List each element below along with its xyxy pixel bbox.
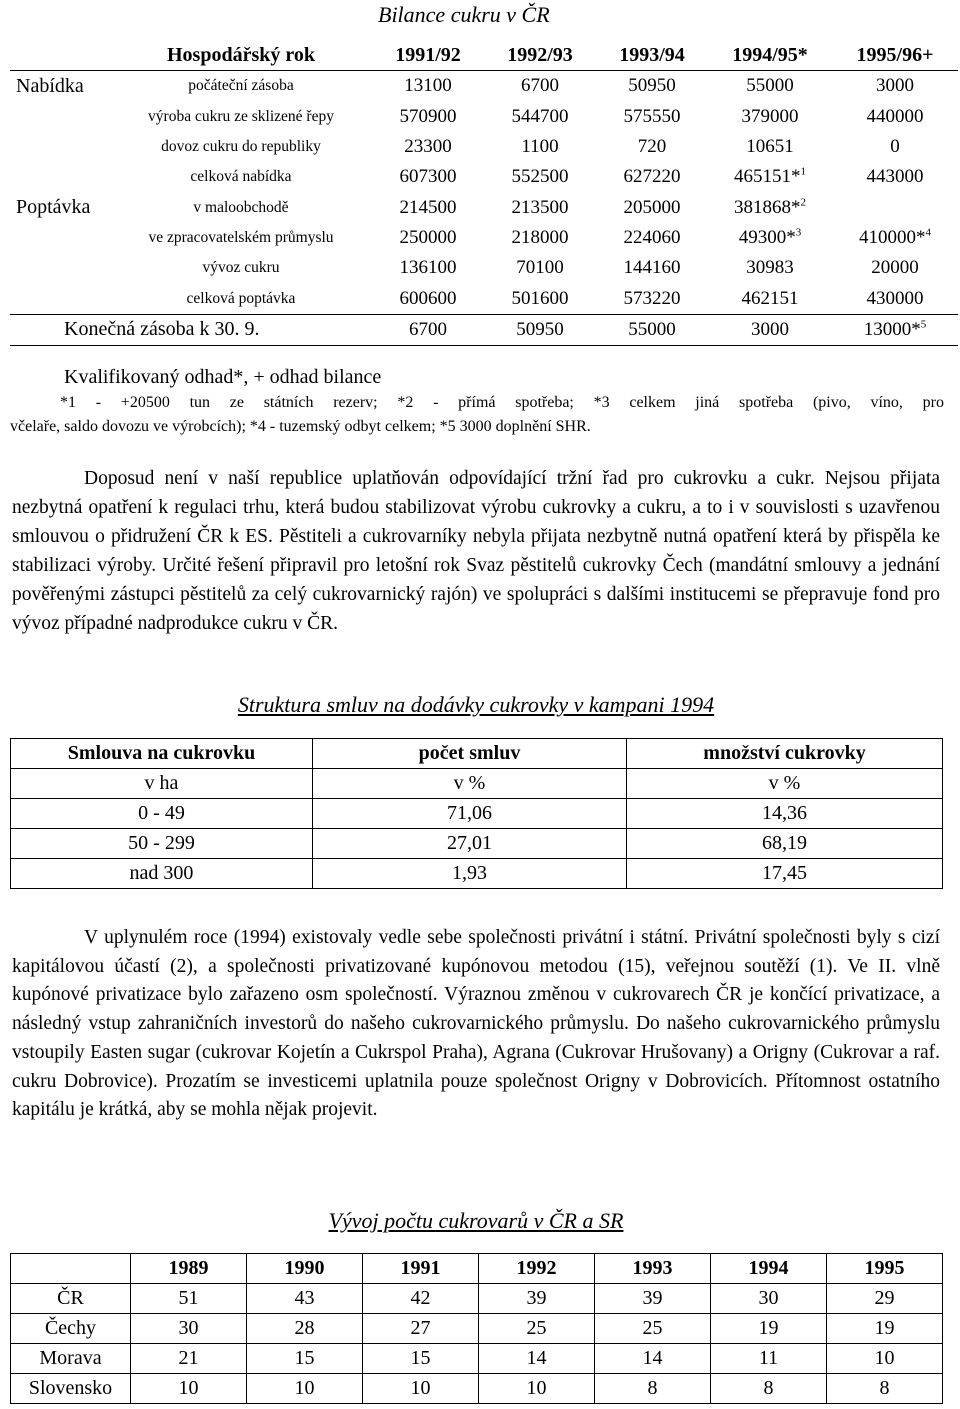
row-label: počáteční zásoba xyxy=(188,77,294,95)
cell-value: 49300* xyxy=(738,226,796,248)
table-row xyxy=(11,799,943,829)
row-label: výroba cukru ze sklizené řepy xyxy=(148,107,334,125)
table-cell: 28 xyxy=(247,1314,363,1344)
table-cell: 27,01 xyxy=(313,829,627,859)
column-header: množství cukrovky xyxy=(627,739,943,769)
table-cell xyxy=(832,192,958,222)
row-label: dovoz cukru do republiky xyxy=(161,138,321,156)
table-row xyxy=(11,829,943,859)
table-cell: 627220 xyxy=(623,166,681,188)
table-cell: 25 xyxy=(479,1314,595,1344)
row-label: Slovensko xyxy=(11,1374,131,1404)
row-label: vývoz cukru xyxy=(202,259,280,277)
table-cell: 214500 xyxy=(399,196,457,218)
table-cell: 10651 xyxy=(746,136,794,158)
paragraph-1: Doposud není v naší republice uplatňován odpovídající tržní řad pro cukrovku a cukr. Nejsou přijata nezbytná opatření k regulaci trhu, která budou stabilizovat výrobu cukrovky a cukru, a to i v souvislosti s uzavřenou smlouvou o přidružení ČR k ES. Pěstiteli a cukrovarníky nebyla přijata nezbytně nutná opatření která by přispěla ke stabilizaci výroby. Určité řešení připravil pro letošní rok Svaz pěstitelů cukrovky Čech (mandátní smlouvy a jednání pověřenými zástupci pěstitelů za celý cukrovarnický rajón) ve spolupráci s dalšími institucemi se přepravuje fond pro vývoz případné nadprodukce cukru v ČR. xyxy=(12,468,940,634)
contracts-table xyxy=(10,738,943,889)
table-cell: 15 xyxy=(363,1344,479,1374)
footnote-mark: 4 xyxy=(925,226,931,239)
table-cell: 607300 xyxy=(399,166,457,188)
table-row xyxy=(11,1314,943,1344)
sugar-balance-table xyxy=(10,40,958,346)
row-label: Čechy xyxy=(11,1314,131,1344)
table-cell: 23300 xyxy=(404,136,452,158)
table-row xyxy=(10,223,958,253)
table-cell: 10 xyxy=(247,1374,363,1404)
table-cell: 10 xyxy=(131,1374,247,1404)
table-cell: 39 xyxy=(595,1284,711,1314)
column-header: počet smluv xyxy=(313,739,627,769)
table-cell: 27 xyxy=(363,1314,479,1344)
table-cell: 30 xyxy=(131,1314,247,1344)
table-row xyxy=(11,859,943,889)
sugar-factories-table xyxy=(10,1253,943,1404)
table-cell: 55000 xyxy=(746,75,794,97)
table-cell: 15 xyxy=(247,1344,363,1374)
table-row xyxy=(10,253,958,283)
year-header: 1995 xyxy=(827,1254,943,1284)
table-cell: 8 xyxy=(827,1374,943,1404)
section-label: Poptávka xyxy=(16,196,91,219)
row-label: Morava xyxy=(11,1344,131,1374)
cell-value: 465151* xyxy=(734,166,801,188)
section-title-factories: Vývoj počtu cukrovarů v ČR a SR xyxy=(328,1208,624,1233)
table-cell: 136100 xyxy=(399,257,457,279)
table-cell: 30983 xyxy=(746,257,794,279)
table-cell: 10 xyxy=(479,1374,595,1404)
final-stock-label: Konečná zásoba k 30. 9. xyxy=(10,314,372,345)
table-cell xyxy=(708,162,832,192)
table-row xyxy=(10,192,958,222)
table-cell: 443000 xyxy=(866,166,924,188)
table-cell xyxy=(832,314,958,345)
column-header: Smlouva na cukrovku xyxy=(11,739,313,769)
table-cell: 11 xyxy=(711,1344,827,1374)
cell-value: 381868* xyxy=(734,196,801,218)
table-cell: v % xyxy=(627,769,943,799)
table-cell: 43 xyxy=(247,1284,363,1314)
table-cell: 8 xyxy=(595,1374,711,1404)
cell-value: 13000* xyxy=(863,318,921,340)
table-cell: 51 xyxy=(131,1284,247,1314)
table-cell: 14 xyxy=(479,1344,595,1374)
table-cell: 19 xyxy=(711,1314,827,1344)
footnote-line-1: *1 - +20500 tun ze státních rezerv; *2 - přímá spotřeba; *3 celkem jiná spotřeba (pivo, víno, pro xyxy=(60,394,944,411)
table-cell: 0 - 49 xyxy=(11,799,313,829)
table-cell: 379000 xyxy=(741,105,799,127)
table-cell: 29 xyxy=(827,1284,943,1314)
row-label: v maloobchodě xyxy=(193,198,289,216)
table-cell: 552500 xyxy=(511,166,569,188)
table-cell: 501600 xyxy=(511,287,569,309)
table-cell xyxy=(708,223,832,253)
table-cell: 50950 xyxy=(484,314,596,345)
table-cell: 430000 xyxy=(866,287,924,309)
row-label: ve zpracovatelském průmyslu xyxy=(148,228,334,246)
table-cell: 6700 xyxy=(521,75,559,97)
table-cell: 3000 xyxy=(708,314,832,345)
table-cell: 55000 xyxy=(596,314,708,345)
table-cell: 570900 xyxy=(399,105,457,127)
table-cell: nad 300 xyxy=(11,859,313,889)
table-header-row xyxy=(11,739,943,769)
year-header: 1992/93 xyxy=(484,40,596,71)
year-header: 1992 xyxy=(479,1254,595,1284)
table-cell: 575550 xyxy=(623,105,681,127)
table-cell: 440000 xyxy=(866,105,924,127)
table-cell: 17,45 xyxy=(627,859,943,889)
table-cell: v % xyxy=(313,769,627,799)
table-cell: 20000 xyxy=(871,257,919,279)
footnote-mark: 2 xyxy=(800,196,806,209)
year-header: 1994/95* xyxy=(708,40,832,71)
page-title: Bilance cukru v ČR xyxy=(378,2,550,27)
table-cell: 10 xyxy=(827,1344,943,1374)
footnote-line-2: včelaře, saldo dovozu ve výrobcích); *4 - tuzemský odbyt celkem; *5 3000 doplnění SHR. xyxy=(10,418,591,435)
table-row xyxy=(10,71,958,102)
footnote-mark: 1 xyxy=(800,166,806,178)
year-header: 1993/94 xyxy=(596,40,708,71)
table-row xyxy=(10,132,958,162)
table-cell: 573220 xyxy=(623,287,681,309)
table-cell: 14 xyxy=(595,1344,711,1374)
table-header-row xyxy=(10,40,958,71)
table-cell: 213500 xyxy=(511,196,569,218)
cell-value: 410000* xyxy=(859,226,926,248)
final-stock-row xyxy=(10,314,958,345)
table-row xyxy=(11,769,943,799)
table-cell: 224060 xyxy=(623,226,681,248)
table-cell: 21 xyxy=(131,1344,247,1374)
year-header: 1990 xyxy=(247,1254,363,1284)
table-cell: 544700 xyxy=(511,105,569,127)
table-cell: 70100 xyxy=(516,257,564,279)
table-cell: 1100 xyxy=(521,136,559,158)
footnote-mark: 5 xyxy=(920,318,927,331)
paragraph-2: V uplynulém roce (1994) existovaly vedle sebe společnosti privátní i státní. Privátní společnosti byly s cizí kapitálovou účastí (2), a společnosti privatizované kupónovou metodou (15), veřejnou soutěží (1). Ve II. vlně kupónové privatizace bylo zařazeno osm společností. Výraznou změnou v cukrovarech ČR je končící privatizace, a následný vstup zahraničních investorů do našeho cukrovarnického průmyslu. Do našeho cukrovarnického průmyslu vstoupily Easten sugar (cukrovar Kojetín a Cukrspol Praha), Agrana (Cukrovar Hrušovany) a Origny (Cukrovar a raf. cukru Dobrovice). Prozatím se investicemi uplatnila pouze společnost Origny v Dobrovicích. Přítomnost ostatního kapitálu je krátká, aby se mohla nějak projevit. xyxy=(12,927,940,1121)
row-label: ČR xyxy=(11,1284,131,1314)
table-cell: 68,19 xyxy=(627,829,943,859)
table-cell: 462151 xyxy=(741,287,799,309)
table-row xyxy=(11,1374,943,1404)
table-cell: 50950 xyxy=(628,75,676,97)
footnote-mark: 3 xyxy=(795,226,802,239)
row-label: celková nabídka xyxy=(190,168,292,186)
table-cell xyxy=(708,192,832,222)
table-cell: 205000 xyxy=(623,196,681,218)
section-title-contracts: Struktura smluv na dodávky cukrovky v kampani 1994 xyxy=(237,692,715,717)
section-label: Nabídka xyxy=(16,74,84,97)
year-header: 1991 xyxy=(363,1254,479,1284)
row-label: celková poptávka xyxy=(186,289,296,307)
table-cell: 42 xyxy=(363,1284,479,1314)
table-header-row xyxy=(11,1254,943,1284)
year-header: 1991/92 xyxy=(372,40,484,71)
table-cell: 250000 xyxy=(399,226,457,248)
year-header: 1993 xyxy=(595,1254,711,1284)
table-cell: 14,36 xyxy=(627,799,943,829)
table-row xyxy=(10,283,958,314)
table-cell: 1,93 xyxy=(313,859,627,889)
table-cell: 19 xyxy=(827,1314,943,1344)
header-label: Hospodářský rok xyxy=(110,40,372,71)
table-row xyxy=(10,162,958,192)
table-cell: v ha xyxy=(11,769,313,799)
table-cell: 6700 xyxy=(372,314,484,345)
table-row xyxy=(11,1344,943,1374)
table-cell: 25 xyxy=(595,1314,711,1344)
year-header: 1989 xyxy=(131,1254,247,1284)
table-cell: 0 xyxy=(890,136,900,158)
table-cell: 218000 xyxy=(511,226,569,248)
year-header: 1995/96+ xyxy=(832,40,958,71)
table-cell: 39 xyxy=(479,1284,595,1314)
table-cell: 144160 xyxy=(623,257,681,279)
table-cell: 3000 xyxy=(876,75,914,97)
table-cell: 50 - 299 xyxy=(11,829,313,859)
table-cell: 720 xyxy=(637,136,667,158)
table-cell: 600600 xyxy=(399,287,457,309)
table-cell: 8 xyxy=(711,1374,827,1404)
table-cell: 13100 xyxy=(404,75,452,97)
table-row xyxy=(10,102,958,132)
table-cell: 10 xyxy=(363,1374,479,1404)
table-cell: 71,06 xyxy=(313,799,627,829)
year-header: 1994 xyxy=(711,1254,827,1284)
table-cell: 30 xyxy=(711,1284,827,1314)
table-row xyxy=(11,1284,943,1314)
table-cell xyxy=(832,223,958,253)
legend: Kvalifikovaný odhad*, + odhad bilance xyxy=(64,366,382,388)
